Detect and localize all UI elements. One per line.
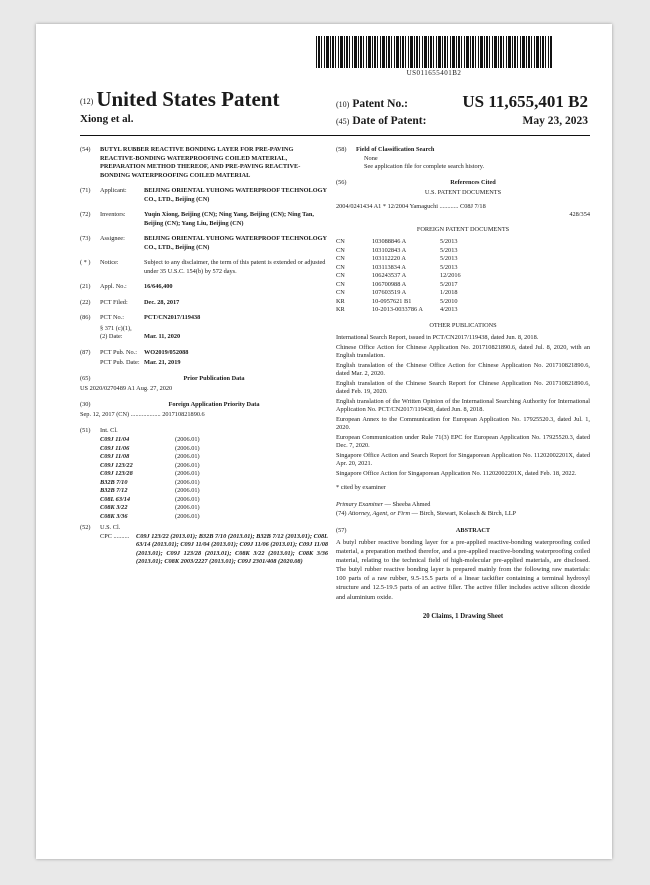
cpc-classifications: CPC .......... C09J 123/22 (2013.01); B32B 7/10 (2013.01); B32B 7/12 (2013.01); C08L 63/14 (2013.01); C09J 11/04 (2013.01); C09J 11/06 (2013.01); C09J 11/08 (2013.01); C09J 123/28 (2013.01); C08K 3/22 (2013.01); C08K 3/36 (2013.01); C08K 2003/2227 (2013.01); C09J 2301/408 (2020.08)	[100, 532, 328, 565]
barcode-graphic	[316, 36, 552, 68]
publication-entry: English translation of the Chinese Search Report for Chinese Application No. 201710821890.6, dated Feb. 19, 2020.	[336, 379, 590, 395]
field-57-abstract-heading: (57) ABSTRACT	[336, 526, 491, 534]
foreign-docs-heading: FOREIGN PATENT DOCUMENTS	[416, 225, 510, 233]
patent-page	[36, 24, 612, 859]
field-73-assignee: (73) Assignee: BEIJING ORIENTAL YUHONG WATERPROOF TECHNOLOGY CO., LTD., Beijing (CN)	[80, 235, 327, 251]
field-21-appl-no: (21) Appl. No.: 16/646,400	[80, 283, 173, 290]
int-cl-row: B32B 7/12 (2006.01)	[100, 487, 200, 494]
claims-summary: 20 Claims, 1 Drawing Sheet	[422, 612, 504, 620]
int-cl-row: C08K 3/36 (2006.01)	[100, 512, 200, 520]
int-cl-row: C09J 11/04 (2006.01)	[100, 436, 200, 443]
publication-entry: Singapore Office Action and Search Report for Singaporean Application No. 11202002201X, dated Apr. 20, 2021.	[336, 451, 590, 467]
foreign-priority-line: Sep. 12, 2017 (CN) ................... 201710821890.6	[80, 411, 205, 418]
bibliographic-column-left	[80, 146, 328, 567]
barcode-number: US011655401B2	[406, 69, 462, 77]
field-72-inventors: (72) Inventors: Yuqin Xiong, Beijing (CN); Ning Yang, Beijing (CN); Ning Tan, Beijing (CN); Yang Liu, Beijing (CN)	[80, 211, 314, 227]
field-86-371-date: (2) Date: Mar. 11, 2020	[100, 333, 181, 340]
patent-header-left	[80, 87, 330, 125]
bibliographic-column-right	[336, 146, 590, 621]
field-52-us-cl: (52) U.S. Cl.	[80, 524, 121, 531]
us-doc-continuation: 428/354	[569, 211, 590, 218]
field-74-attorney: (74) Attorney, Agent, or Firm — Birch, Stewart, Kolasch & Birch, LLP	[336, 510, 517, 517]
search-history-note: See application file for complete search history.	[364, 163, 485, 170]
field-86-pct-no: (86) PCT No.: PCT/CN2017/119438	[80, 314, 201, 321]
foreign-doc-row: KR 10-0957621 B1 5/2010	[336, 297, 458, 305]
patent-date: May 23, 2023	[522, 115, 588, 127]
field-30-foreign-priority: (30) Foreign Application Priority Data	[80, 400, 260, 408]
field-86-371-label: § 371 (c)(1),	[100, 324, 132, 332]
abstract-text: A butyl rubber reactive bonding layer for a pre-applied reactive-bonding waterproofing coiled material, a preparation method therefor, and a pre-applied reactive-bonding waterproofing coiled material, relating to the technical field of high-molecular pre-applied materials, are disclosed. The butyl rubber reactive bonding layer is prepared mainly from the following raw materials: 100 parts of a raw rubber, 9.5-15.5 parts of a linear tackifier containing a terminal hydroxyl structure and 12.5-19.5 parts of an active filler. The active filler includes active silicon dioxide and aluminium oxide.	[336, 539, 590, 601]
publication-entry: Chinese Office Action for Chinese Application No. 201710821890.6, dated Jul. 8, 2020, with an English translation.	[336, 343, 590, 359]
primary-examiner: Primary Examiner — Sheeba Ahmed	[336, 500, 431, 508]
field-87-pct-pub-date: PCT Pub. Date: Mar. 21, 2019	[100, 359, 181, 366]
other-pubs-heading: OTHER PUBLICATIONS	[429, 321, 497, 329]
field-56-references: (56) References Cited	[336, 178, 496, 186]
patent-number-row: (10) Patent No.: US 11,655,401 B2	[336, 92, 588, 111]
int-cl-row: C08L 63/14 (2006.01)	[100, 495, 200, 503]
foreign-doc-row: CN 103102843 A 5/2013	[336, 246, 458, 254]
patent-title-line: (12) United States Patent	[80, 87, 280, 111]
int-cl-row: C09J 123/28 (2006.01)	[100, 470, 200, 477]
field-87-pct-pub-no: (87) PCT Pub. No.: WO2019/052088	[80, 348, 189, 356]
patent-header-right	[336, 92, 588, 130]
field-58-search: (58) Field of Classification Search	[336, 146, 435, 153]
prior-pub-line: US 2020/0270489 A1 Aug. 27, 2020	[80, 385, 173, 392]
field-notice: ( * ) Notice: Subject to any disclaimer, the term of this patent is extended or adjusted under 35 U.S.C. 154(b) by 572 days.	[80, 259, 326, 275]
publication-entry: English translation of the Chinese Office Action for Chinese Application No. 201710821890.6, dated Mar. 2, 2020.	[336, 361, 590, 377]
other-publications	[336, 334, 590, 478]
foreign-docs-table	[336, 238, 590, 315]
us-doc-row: 2004/0241434 A1 * 12/2004 Yamaguchi ............ C08J 7/18	[336, 202, 486, 210]
int-cl-row: C08K 3/22 (2006.01)	[100, 504, 200, 511]
foreign-doc-row: CN 103112220 A 5/2013	[336, 255, 458, 262]
publication-entry: International Search Report, issued in PCT/CN2017/119438, dated Jun. 8, 2018.	[336, 334, 539, 341]
field-54-title: (54) BUTYL RUBBER REACTIVE BONDING LAYER FOR PRE-PAVING REACTIVE-BONDING WATERPROOFING COILED MATERIAL, PREPARATION METHOD THEREOF, AND PRE-PAVING REACTIVE-BONDING WATERPROOFING COILED MATERIAL	[80, 146, 301, 179]
foreign-doc-row: KR 10-2013-0033786 A 4/2013	[336, 306, 458, 313]
foreign-doc-row: CN 103088846 A 5/2013	[336, 238, 458, 245]
foreign-doc-row: CN 106700988 A 5/2017	[336, 280, 458, 288]
inventor-line: Xiong et al.	[80, 113, 134, 125]
patent-number: US 11,655,401 B2	[462, 92, 588, 111]
patent-date-row: (45) Date of Patent: May 23, 2023	[336, 115, 588, 127]
search-none: None	[364, 154, 378, 162]
publication-entry: European Communication under Rule 71(3) EPC for European Application No. 17925520.3, dated Dec. 7, 2020.	[336, 433, 590, 449]
int-cl-row: C09J 11/06 (2006.01)	[100, 444, 200, 452]
foreign-doc-row: CN 107603519 A 1/2018	[336, 289, 458, 296]
publication-entry: European Annex to the Communication for European Application No. 17925520.3, dated Jul. 1, 2020.	[336, 415, 590, 431]
int-cl-row: C09J 11/08 (2006.01)	[100, 453, 200, 460]
field-71-applicant: (71) Applicant: BEIJING ORIENTAL YUHONG WATERPROOF TECHNOLOGY CO., LTD., Beijing (CN)	[80, 187, 327, 203]
document-type: United States Patent	[96, 87, 280, 111]
publication-entry: Singapore Office Action for Singaporean Application No. 11202002201X, dated Feb. 18, 2022.	[336, 469, 577, 477]
publication-entry: English translation of the Written Opinion of the International Searching Authority for International Application No. PCT/CN2017/119438, dated Jun. 8, 2018.	[336, 397, 590, 413]
header-rule	[80, 135, 590, 136]
int-cl-row: C09J 123/22 (2006.01)	[100, 461, 200, 469]
field-22-pct-filed: (22) PCT Filed: Dec. 28, 2017	[80, 298, 180, 306]
us-docs-heading: U.S. PATENT DOCUMENTS	[424, 189, 502, 196]
field-65-prior-pub: (65) Prior Publication Data	[80, 374, 245, 382]
foreign-doc-row: CN 103113834 A 5/2013	[336, 263, 458, 271]
foreign-doc-row: CN 106243537 A 12/2016	[336, 272, 461, 279]
field-51-int-cl: (51) Int. Cl.	[80, 426, 118, 434]
int-cl-row: B32B 7/10 (2006.01)	[100, 478, 200, 486]
int-cl-table	[100, 436, 250, 521]
cited-by-examiner: * cited by examiner	[336, 484, 386, 491]
